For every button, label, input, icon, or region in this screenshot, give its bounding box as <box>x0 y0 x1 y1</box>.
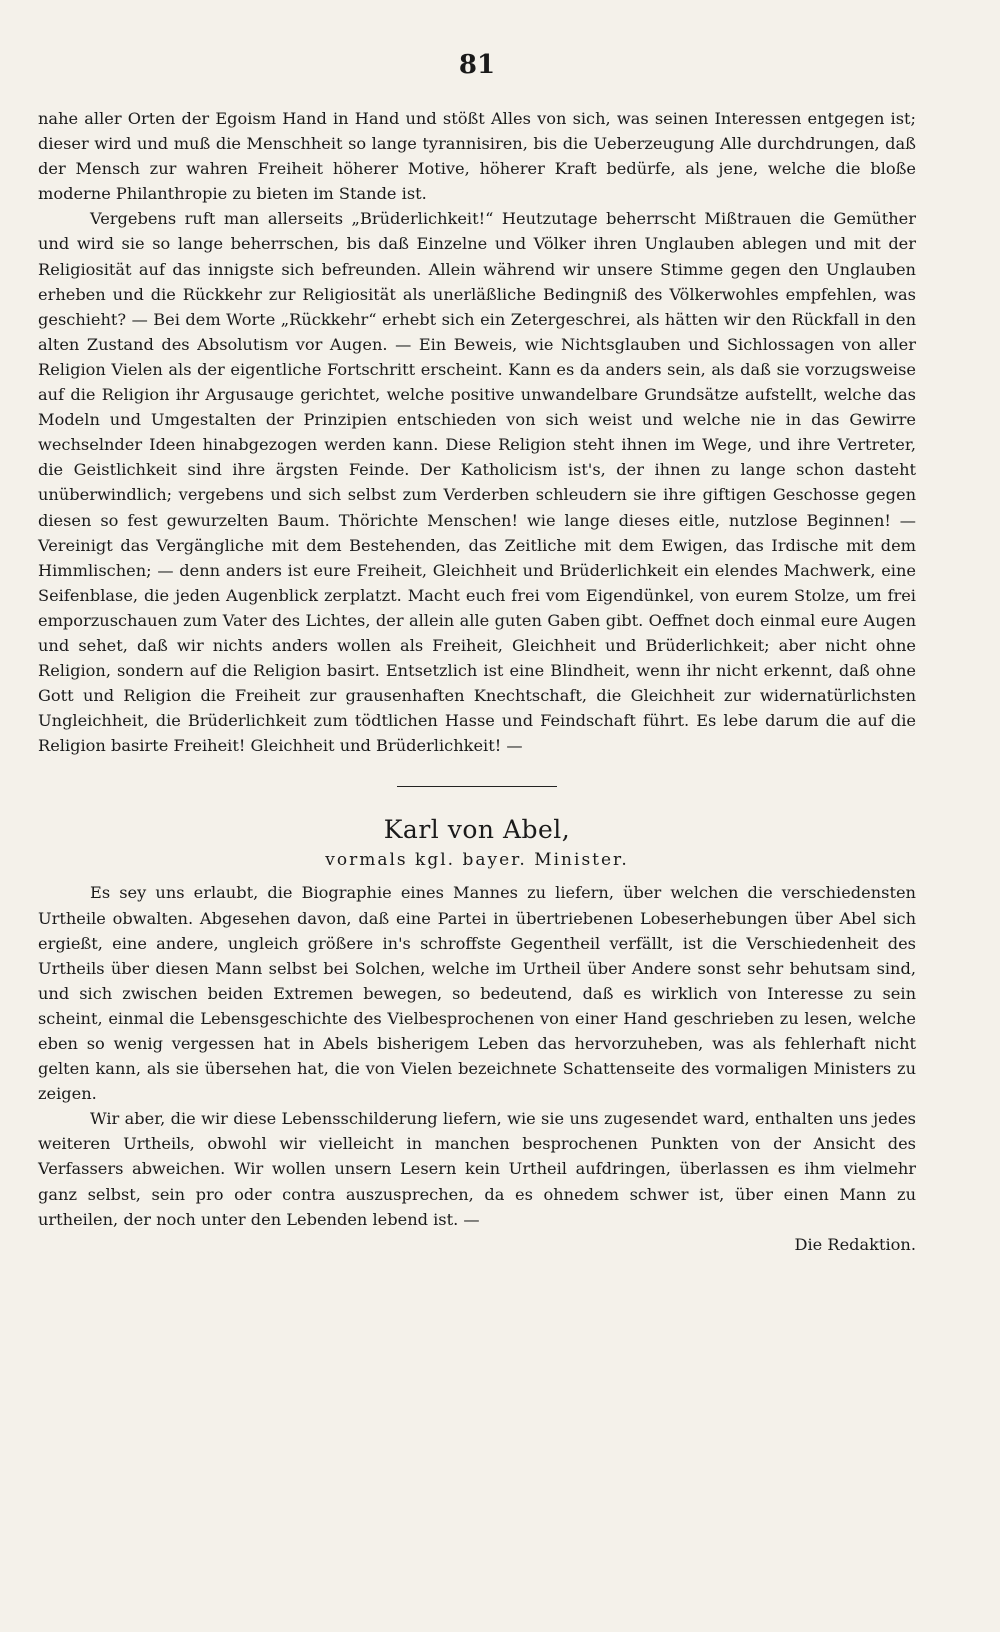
page-number: 81 <box>458 50 496 80</box>
signature-line <box>38 1232 916 1257</box>
section-divider <box>397 786 557 787</box>
article-subtitle: vormals kgl. bayer. Minister. <box>325 850 629 871</box>
paragraph-brotherhood: Vergebens ruft man allerseits „Brüderlichkeit!“ Heutzutage beherrscht Mißtrauen die Gemüther und wird sie so lange beherrschen, bis daß Einzelne und Völker ihren Unglauben ablegen und mit der Religiosität auf das innigste sich befreunden. Allein während wir unsere Stimme gegen den Unglauben erheben und die Rückkehr zur Religiosität als unerläßliche Bedingniß des Völkerwohles empfehlen, was geschieht? — Bei dem Worte „Rückkehr“ erhebt sich ein Zetergeschrei, als hätten wir den Rückfall in den alten Zustand des Absolutism vor Augen. — Ein Beweis, wie Nichtsglauben und Sichlossagen von aller Religion Vielen als der eigentliche Fortschritt erscheint. Kann es da anders sein, als daß sie vorzugsweise auf die Religion ihr Argusauge gerichtet, welche positive unwandelbare Grundsätze aufstellt, welche das Modeln und Umgestalten der Prinzipien entschieden von sich weist und welche nie in das Gewirre wechselnder Ideen hinabgezogen werden kann. Diese Religion steht ihnen im Wege, und ihre Vertreter, die Geistlichkeit sind ihre ärgsten Feinde. Der Katholicism ist's, der ihnen zu lange schon dasteht unüberwindlich; vergebens und sich selbst zum Verderben schleudern sie ihre giftigen Geschosse gegen diesen so fest gewurzelten Baum. Thörichte Menschen! wie lange dieses eitle, nutzlose Beginnen! — Vereinigt das Vergängliche mit dem Bestehenden, das Zeitliche mit dem Ewigen, das Irdische mit dem Himmlischen; — denn anders ist eure Freiheit, Gleichheit und Brüderlichkeit ein elendes Machwerk, eine Seifenblase, die jeden Augenblick zerplatzt. Macht euch frei vom Eigendünkel, von eurem Stolze, um frei emporzuschauen zum Vater des Lichtes, der allein alle guten Gaben gibt. Oeffnet doch einmal eure Augen und sehet, daß wir nichts anders wollen als Freiheit, Gleichheit und Brüderlichkeit; aber nicht ohne Religion, sondern auf die Religion basirt. Entsetzlich ist eine Blindheit, wenn ihr nicht erkennt, daß ohne Gott und Religion die Freiheit zur grausenhaften Knechtschaft, die Gleichheit zur widernatürlichsten Ungleichheit, die Brüderlichkeit zum tödtlichen Hasse und Feindschaft führt. Es lebe darum die auf die Religion basirte Freiheit! Gleichheit und Brüderlichkeit! — <box>38 209 916 756</box>
editor-signature: Die Redaktion. <box>794 1234 916 1254</box>
article-paragraph-1: Es sey uns erlaubt, die Biographie eines Mannes zu liefern, über welchen die verschiedensten Urtheile obwalten. Abgesehen davon, daß eine Partei in übertriebenen Lobeserhebungen über Abel sich ergießt, eine andere, ungleich größere in's schroffste Gegentheil verfällt, ist die Verschiedenheit des Urtheils über diesen Mann selbst bei Solchen, welche im Urtheil über Andere sonst sehr behutsam sind, und sich zwischen beiden Extremen bewegen, so bedeutend, daß es wirklich von Interesse zu sein scheint, einmal die Lebensgeschichte des Vielbesprochenen von einer Hand geschrieben zu lesen, welche eben so wenig vergessen hat in Abels bisherigem Leben das hervorzuheben, was als fehlerhaft nicht gelten kann, als sie übersehen hat, die von Vielen bezeichnete Schattenseite des vormaligen Ministers zu zeigen. <box>38 883 916 1104</box>
paragraph-continuation: nahe aller Orten der Egoism Hand in Hand und stößt Alles von sich, was seinen Interessen entgegen ist; dieser wird und muß die Menschheit so lange tyrannisiren, bis die Ueberzeugung Alle durchdrungen, daß der Mensch zur wahren Freiheit höherer Motive, höherer Kraft bedürfe, als jene, welche die bloße moderne Philanthropie zu bieten im Stande ist. <box>38 109 916 204</box>
article-title: Karl von Abel, <box>383 815 571 845</box>
article-paragraph-2: Wir aber, die wir diese Lebensschilderung liefern, wie sie uns zugesendet ward, enthalten uns jedes weiteren Urtheils, obwohl wir vielleicht in manchen besprochenen Punkten von der Ansicht des Verfassers abweichen. Wir wollen unsern Lesern kein Urtheil aufdringen, überlassen es ihm vielmehr ganz selbst, sein pro oder contra auszusprechen, da es ohnedem schwer ist, über einen Mann zu urtheilen, der noch unter den Lebenden lebend ist. — <box>38 1109 916 1229</box>
